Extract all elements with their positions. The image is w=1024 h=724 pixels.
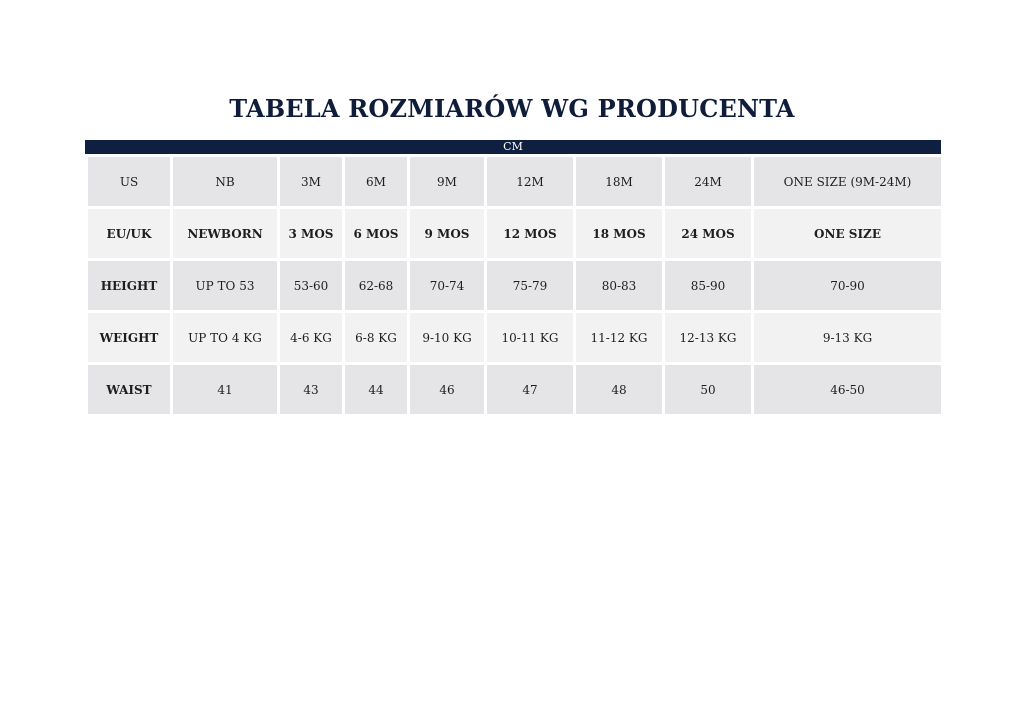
table-cell: 50: [665, 365, 751, 414]
page-title: TABELA ROZMIARÓW WG PRODUCENTA: [229, 94, 795, 123]
table-row-waist: [88, 365, 941, 414]
table-cell: 18M: [576, 157, 662, 206]
table-cell: 4-6 KG: [280, 313, 342, 362]
row-label-us: US: [88, 157, 170, 206]
table-cell: UP TO 4 KG: [173, 313, 277, 362]
table-cell: 12M: [487, 157, 573, 206]
table-cell: 46-50: [754, 365, 941, 414]
table-cell: 85-90: [665, 261, 751, 310]
table-row-us: [88, 157, 941, 206]
table-cell: 48: [576, 365, 662, 414]
size-chart-table: [85, 154, 944, 417]
table-row-eu-uk: [88, 209, 941, 258]
row-label-eu-uk: EU/UK: [88, 209, 170, 258]
unit-header-bar: CM: [85, 140, 941, 154]
table-cell: 9-13 KG: [754, 313, 941, 362]
table-cell: UP TO 53: [173, 261, 277, 310]
table-cell: NEWBORN: [173, 209, 277, 258]
table-cell: 3 MOS: [280, 209, 342, 258]
table-cell: 70-74: [410, 261, 484, 310]
table-cell: 43: [280, 365, 342, 414]
table-cell: 18 MOS: [576, 209, 662, 258]
table-cell: 9-10 KG: [410, 313, 484, 362]
table-cell: 44: [345, 365, 407, 414]
table-cell: 70-90: [754, 261, 941, 310]
row-label-waist: WAIST: [88, 365, 170, 414]
table-cell: 41: [173, 365, 277, 414]
table-cell: 75-79: [487, 261, 573, 310]
table-cell: 10-11 KG: [487, 313, 573, 362]
table-cell: 24 MOS: [665, 209, 751, 258]
table-cell: 12-13 KG: [665, 313, 751, 362]
table-row-weight: [88, 313, 941, 362]
table-cell: 80-83: [576, 261, 662, 310]
table-cell: NB: [173, 157, 277, 206]
table-cell: 46: [410, 365, 484, 414]
row-label-weight: WEIGHT: [88, 313, 170, 362]
table-cell: 53-60: [280, 261, 342, 310]
table-cell: ONE SIZE: [754, 209, 941, 258]
table-cell: 62-68: [345, 261, 407, 310]
row-label-height: HEIGHT: [88, 261, 170, 310]
table-cell: 6M: [345, 157, 407, 206]
table-cell: 47: [487, 365, 573, 414]
table-cell: 6-8 KG: [345, 313, 407, 362]
table-cell: 6 MOS: [345, 209, 407, 258]
table-row-height: [88, 261, 941, 310]
table-cell: 3M: [280, 157, 342, 206]
table-cell: ONE SIZE (9M-24M): [754, 157, 941, 206]
table-cell: 24M: [665, 157, 751, 206]
table-cell: 11-12 KG: [576, 313, 662, 362]
table-cell: 9 MOS: [410, 209, 484, 258]
table-cell: 9M: [410, 157, 484, 206]
table-cell: 12 MOS: [487, 209, 573, 258]
